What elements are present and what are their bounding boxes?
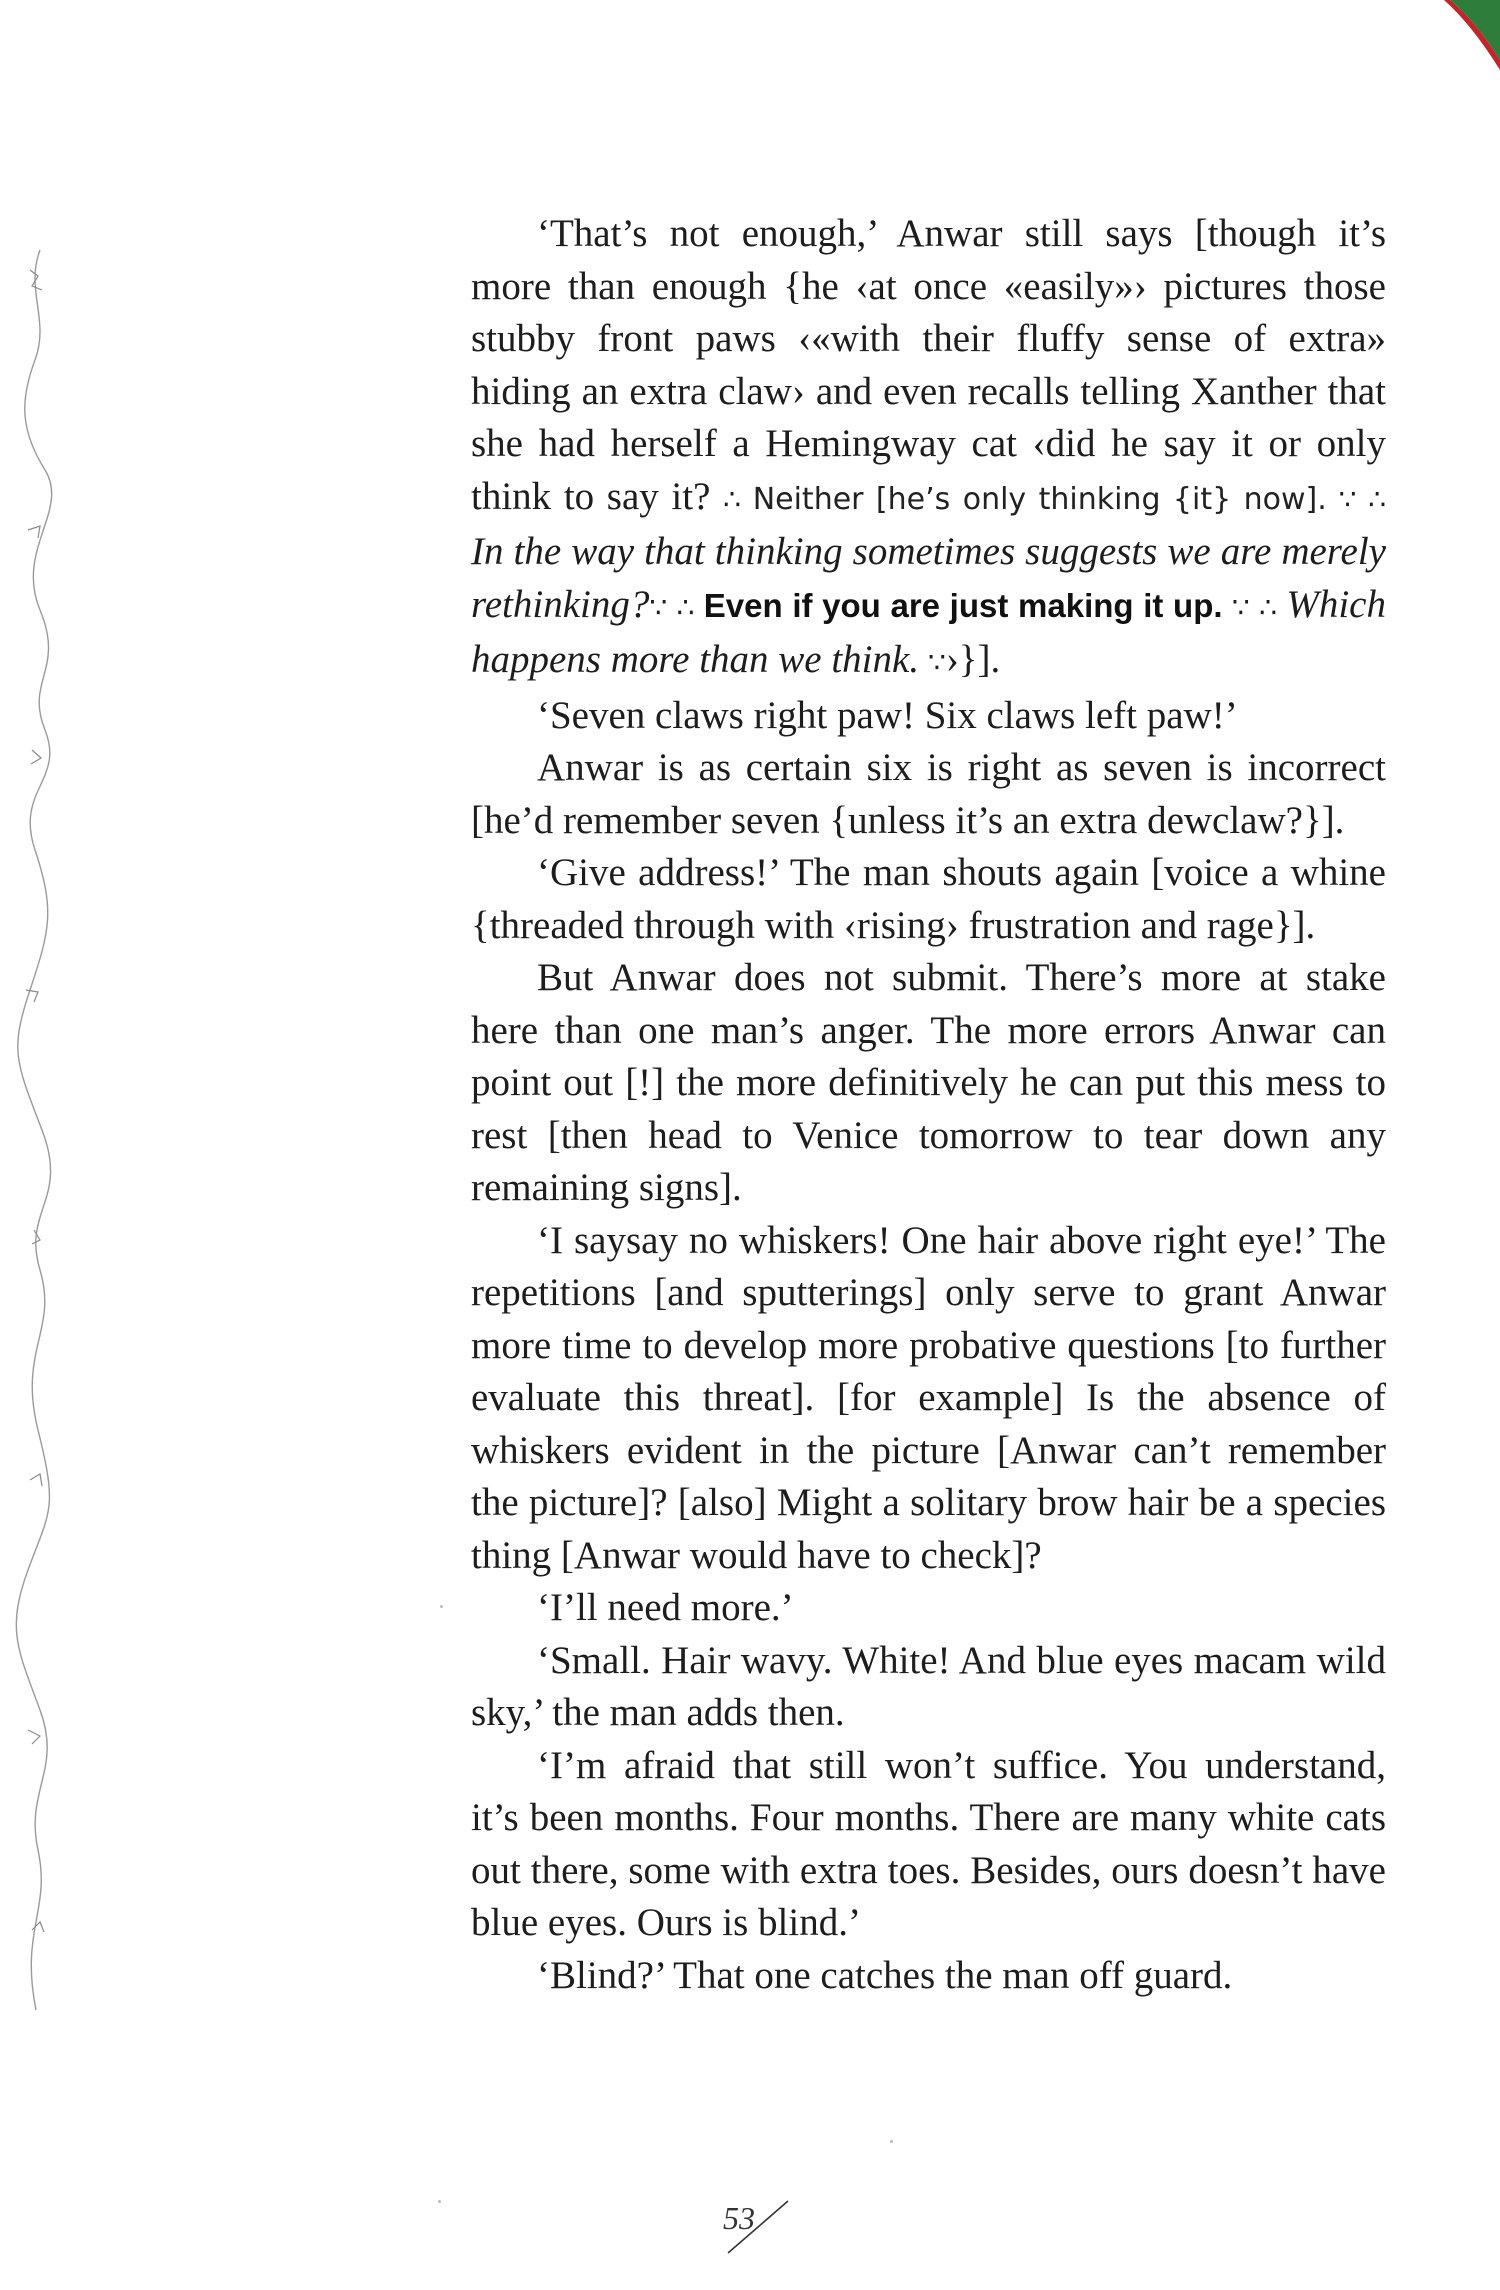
paragraph-2: ‘Seven claws right paw! Six claws left paw!’	[537, 693, 1238, 737]
dots-2: ∵ ∴	[1326, 482, 1387, 516]
page-number: 53	[723, 2200, 755, 2236]
paragraph-4: ‘Give address!’ The man shouts again [voice a whine {threaded through with ‹rising› frustration and rage}].	[471, 851, 1386, 947]
paragraph-7: ‘I’ll need more.’	[537, 1586, 794, 1629]
dots-3: ∵ ∴	[649, 590, 704, 624]
p1-text-b: Neither [he’s only thinking {it} now].	[752, 481, 1327, 517]
paper-speck	[438, 2200, 441, 2203]
dots-4: ∵ ∴	[1222, 590, 1287, 624]
paragraph-3: Anwar is as certain six is right as seven is incorrect [he’d remember seven {unless it’s an extra dewclaw?}].	[471, 746, 1386, 842]
paragraph-8: ‘Small. Hair wavy. White! And blue eyes macam wild sky,’ the man adds then.	[471, 1638, 1386, 1734]
page-text	[471, 208, 1386, 2002]
paragraph-6: ‘I saysay no whiskers! One hair above right eye!’ The repetitions [and sputterings] only serve to grant Anwar more time to develop more probative questions [to further evaluate this threat]. [for example] Is the absence of whiskers evident in the picture [Anwar can’t remember the picture]? [also] Might a solitary brow hair be a species thing [Anwar would have to check]?	[471, 1218, 1386, 1577]
p1-text-a: ‘That’s not enough,’ Anwar still says [though it’s more than enough {he ‹at once «easily»› pictures those stubby front paws ‹«with their fluffy sense of extra» hiding an extra claw› and even recalls telling Xanther that she had herself a Hemingway cat ‹did he say it or only think to say it?	[471, 212, 1386, 518]
paragraph-1	[471, 208, 1386, 690]
paragraph-9: ‘I’m afraid that still won’t suffice. You understand, it’s been months. Four months. There are many white cats out there, some with extra toes. Besides, ours doesn’t have blue eyes. Ours is blind.’	[471, 1743, 1386, 1944]
p1-text-c: In the way that thinking sometimes suggests we are merely rethinking?	[471, 530, 1386, 626]
p1-text-e: Which happens more than we think.	[471, 582, 1386, 681]
dots-1: ∴	[723, 482, 753, 516]
dots-5: ∵	[919, 646, 946, 679]
paper-speck	[440, 1605, 443, 1608]
p1-text-f: ›}].	[945, 638, 1001, 681]
p1-text-d: Even if you are just making it up.	[703, 586, 1223, 624]
corner-decoration	[1430, 0, 1500, 110]
paragraph-10: ‘Blind?’ That one catches the man off guard.	[537, 1953, 1233, 1997]
paper-speck	[890, 2140, 893, 2143]
margin-scribble-decoration	[0, 230, 60, 2080]
paragraph-5: But Anwar does not submit. There’s more at stake here than one man’s anger. The more errors Anwar can point out [!] the more definitively he can put this mess to rest [then head to Venice tomorrow to tear down any remaining signs].	[471, 956, 1386, 1209]
